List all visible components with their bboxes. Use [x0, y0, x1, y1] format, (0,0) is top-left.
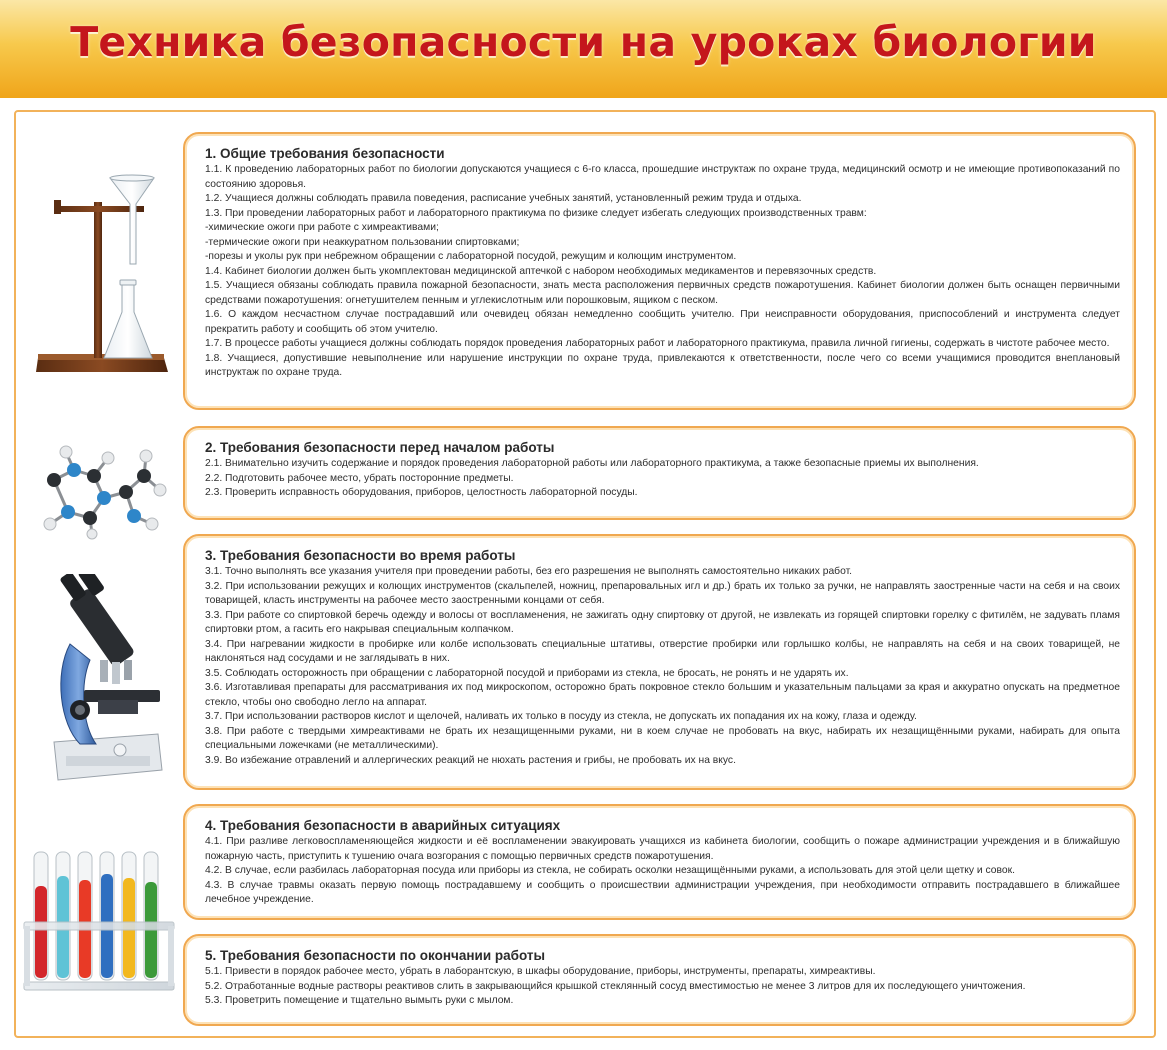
rule-item: 1.5. Учащиеся обязаны соблюдать правила пожарной безопасности, знать места расположения первичных средств пожаротушения. Кабинет биологии должен быть оснащен первичными средствами пожаротушения: огнетушителем пенным и углекислотным или порошковым, ящиком с песком. [205, 280, 1120, 306]
section-heading: 1. Общие требования безопасности [205, 146, 445, 161]
rule-item: 1.1. К проведению лабораторных работ по биологии допускаются учащиеся с 6-го класса, прошедшие инструктаж по охране труда, медицинский осмотр и не имеющие противопоказаний по состоянию здоровья. [205, 164, 1120, 190]
rule-item: 3.7. При использовании растворов кислот и щелочей, наливать их только в посуду из стекла, не допускать их попадания их на кожу, глаза и одежду. [205, 711, 917, 722]
rule-item: 3.3. При работе со спиртовкой беречь одежду и волосы от воспламенения, не зажигать одну спиртовку от другой, не извлекать из горящей спиртовки горелку с фитилём, не задувать пламя спиртовки ртом, а гасить его накрывая специальным колпачком. [205, 609, 1120, 635]
section-general [183, 132, 1136, 410]
section-during-work [183, 534, 1136, 790]
rule-item: 1.4. Кабинет биологии должен быть укомплектован медицинской аптечкой с набором необходимых медикаментов и перевязочных средств. [205, 265, 877, 277]
header-banner [0, 0, 1167, 98]
section-before-work [183, 426, 1136, 520]
rule-item: 5.3. Проветрить помещение и тщательно вымыть руки с мылом. [205, 995, 514, 1006]
rule-item: 3.4. При нагревании жидкости в пробирке или колбе использовать специальные штативы, отверстие пробирки или горлышко колбы, не направлять на себя и на своих товарищей, не наклоняться над сосудами и не заглядывать в них. [205, 638, 1120, 664]
section-heading: 5. Требования безопасности по окончании работы [205, 948, 546, 963]
microscope-icon [40, 574, 170, 794]
rule-item: 1.6. О каждом несчастном случае пострадавший или очевидец обязан немедленно сообщить учителю. При неисправности оборудования, приспособлений и инструмента следует прекратить работу и сообщить об этом учителю. [205, 309, 1120, 335]
rule-item: -термические ожоги при неаккуратном пользовании спиртовками; [205, 236, 520, 248]
rule-item: 1.8. Учащиеся, допустившие невыполнение или нарушение инструкции по охране труда, привлекаются к ответственности, после чего со всеми учащимися проводится внеплановый инструктаж по охране труда. [205, 352, 1120, 378]
section-emergency [183, 804, 1136, 920]
rule-item: 3.2. При использовании режущих и колющих инструментов (скальпелей, ножниц, препаровальных игл и др.) брать их только за ручки, не направлять заостренные части на себя и на своих товарищей, класть инструменты на рабочее место заостренными концами от себя. [205, 580, 1120, 606]
rule-item: 3.9. Во избежание отравлений и аллергических реакций не нюхать растения и грибы, не пробовать их на вкус. [205, 754, 736, 766]
rule-item: 3.1. Точно выполнять все указания учителя при проведении работы, без его разрешения не выполнять самостоятельно никаких работ. [205, 566, 853, 577]
rule-item: 1.7. В процессе работы учащиеся должны соблюдать порядок проведения лабораторных работ и лабораторного практикума, правила личной гигиены, содержать в чистоте рабочее место. [205, 338, 1110, 349]
rule-item: 1.3. При проведении лабораторных работ и лабораторного практикума по физике следует избегать следующих производственных травм: [205, 207, 867, 219]
page-title: Техника безопасности на уроках биологии [70, 18, 1097, 66]
rule-item: 1.2. Учащиеся должны соблюдать правила поведения, расписание учебных занятий, установленный режим труда и отдыха. [205, 193, 802, 204]
molecule-model-icon [34, 440, 174, 540]
section-after-work [183, 934, 1136, 1026]
rule-item: 2.1. Внимательно изучить содержание и порядок проведения лабораторной работы или лабораторного практикума, а также безопасные приемы их выполнения. [205, 458, 979, 469]
rule-item: 2.2. Подготовить рабочее место, убрать посторонние предметы. [205, 472, 514, 484]
section-heading: 4. Требования безопасности в аварийных ситуациях [205, 818, 561, 833]
rule-item: 2.3. Проверить исправность оборудования, приборов, целостность лабораторной посуды. [205, 487, 638, 498]
section-heading: 3. Требования безопасности во время работы [205, 548, 516, 563]
section-heading: 2. Требования безопасности перед началом работы [205, 440, 555, 455]
lab-stand-icon [34, 172, 174, 382]
rule-item: -химические ожоги при работе с химреактивами; [205, 222, 439, 233]
rule-item: 3.6. Изготавливая препараты для рассматривания их под микроскопом, осторожно брать покровное стекло большим и указательным пальцами за края и аккуратно опускать на предметное стекло, чтобы оно свободно легло на аппарат. [205, 682, 1120, 708]
rule-item: 5.1. Привести в порядок рабочее место, убрать в лаборантскую, в шкафы оборудование, приборы, инструменты, препараты, химреактивы. [205, 966, 876, 977]
rule-item: 4.2. В случае, если разбилась лабораторная посуда или приборы из стекла, не собирать осколки незащищёнными руками, а использовать для этой цели щетку и совок. [205, 865, 1015, 876]
rule-item: 4.1. При разливе легковоспламеняющейся жидкости и её воспламенении эвакуировать учащихся из кабинета биологии, сообщить о пожаре администрации учреждения и в ближайшую пожарную часть, приступить к тушению очага возгорания с помощью первичных средств пожаротушения. [205, 836, 1120, 862]
rule-item: 4.3. В случае травмы оказать первую помощь пострадавшему и сообщить о происшествии администрации учреждения, при необходимости отправить пострадавшего в ближайшее лечебное учреждение. [205, 879, 1120, 905]
rule-item: 3.8. При работе с твердыми химреактивами не брать их незащищенными руками, ни в коем случае не пробовать на вкус, набирать их незащищёнными руками, набирать для опыта специальными ложечками (не металлическими). [205, 725, 1120, 751]
rule-item: 5.2. Отработанные водные растворы реактивов слить в закрывающийся крышкой стеклянный сосуд вместимостью не менее 3 литров для их последующего уничтожения. [205, 980, 1026, 992]
rule-item: -порезы и уколы рук при небрежном обращении с лабораторной посудой, режущим и колющим инструментом. [205, 251, 737, 262]
rule-item: 3.5. Соблюдать осторожность при обращении с лабораторной посудой и приборами из стекла, не бросать, не ронять и не ударять их. [205, 667, 849, 679]
test-tubes-icon [22, 846, 178, 994]
